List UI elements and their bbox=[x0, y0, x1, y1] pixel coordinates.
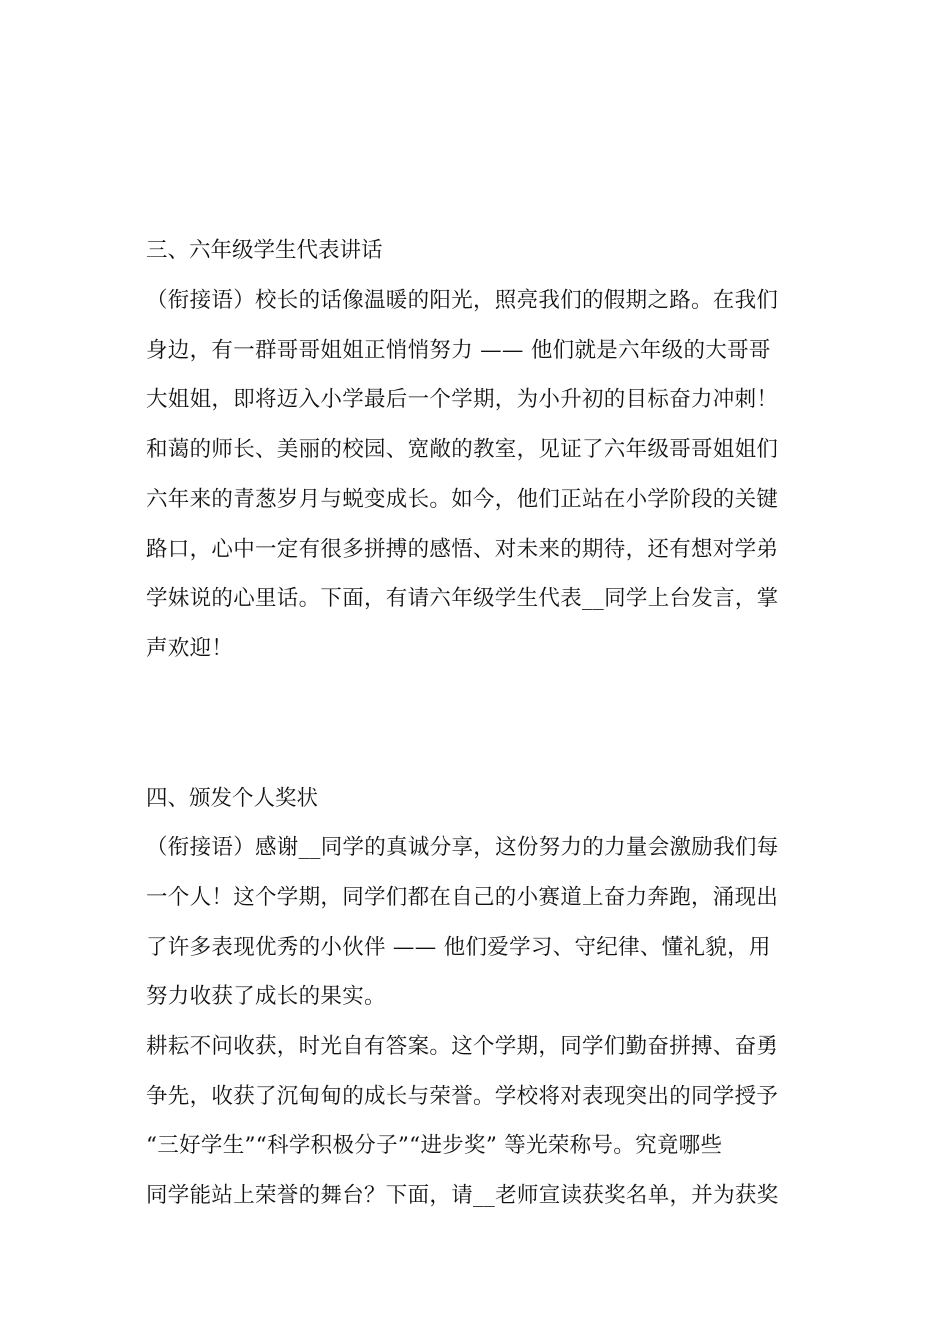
paragraph-line: 路口，心中一定有很多拼搏的感悟、对未来的期待，还有想对学弟 bbox=[146, 537, 779, 562]
paragraph-line: 声欢迎！ bbox=[146, 636, 234, 661]
paragraph-line: 大姐姐，即将迈入小学最后一个学期，为小升初的目标奋力冲刺！ bbox=[146, 387, 779, 412]
paragraph-line: 争先，收获了沉甸甸的成长与荣誉。学校将对表现突出的同学授予 bbox=[146, 1084, 779, 1109]
section-3-heading: 三、六年级学生代表讲话 bbox=[146, 238, 383, 263]
paragraph-line: 努力收获了成长的果实。 bbox=[146, 984, 386, 1009]
paragraph-line: “三好学生”“科学积极分子”“进步奖” 等光荣称号。究竟哪些 bbox=[146, 1133, 723, 1158]
paragraph-line: （衔接语）校长的话像温暖的阳光，照亮我们的假期之路。在我们 bbox=[146, 288, 779, 313]
section-4-heading: 四、颁发个人奖状 bbox=[146, 786, 319, 811]
paragraph-line: 了许多表现优秀的小伙伴 —— 他们爱学习、守纪律、懂礼貌，用 bbox=[146, 935, 771, 960]
paragraph-line: 同学能站上荣誉的舞台？下面，请__老师宣读获奖名单，并为获奖 bbox=[146, 1183, 779, 1208]
paragraph-line: 六年来的青葱岁月与蜕变成长。如今，他们正站在小学阶段的关键 bbox=[146, 487, 779, 512]
paragraph-line: 身边，有一群哥哥姐姐正悄悄努力 —— 他们就是六年级的大哥哥 bbox=[146, 338, 771, 363]
paragraph-line: （衔接语）感谢__同学的真诚分享，这份努力的力量会激励我们每 bbox=[146, 835, 779, 860]
paragraph-line: 一个人！这个学期，同学们都在自己的小赛道上奋力奔跑，涌现出 bbox=[146, 885, 779, 910]
paragraph-line: 和蔼的师长、美丽的校园、宽敞的教室，见证了六年级哥哥姐姐们 bbox=[146, 437, 779, 462]
paragraph-line: 学妹说的心里话。下面，有请六年级学生代表__同学上台发言，掌 bbox=[146, 586, 779, 611]
paragraph-line: 耕耘不问收获，时光自有答案。这个学期，同学们勤奋拼搏、奋勇 bbox=[146, 1034, 779, 1059]
